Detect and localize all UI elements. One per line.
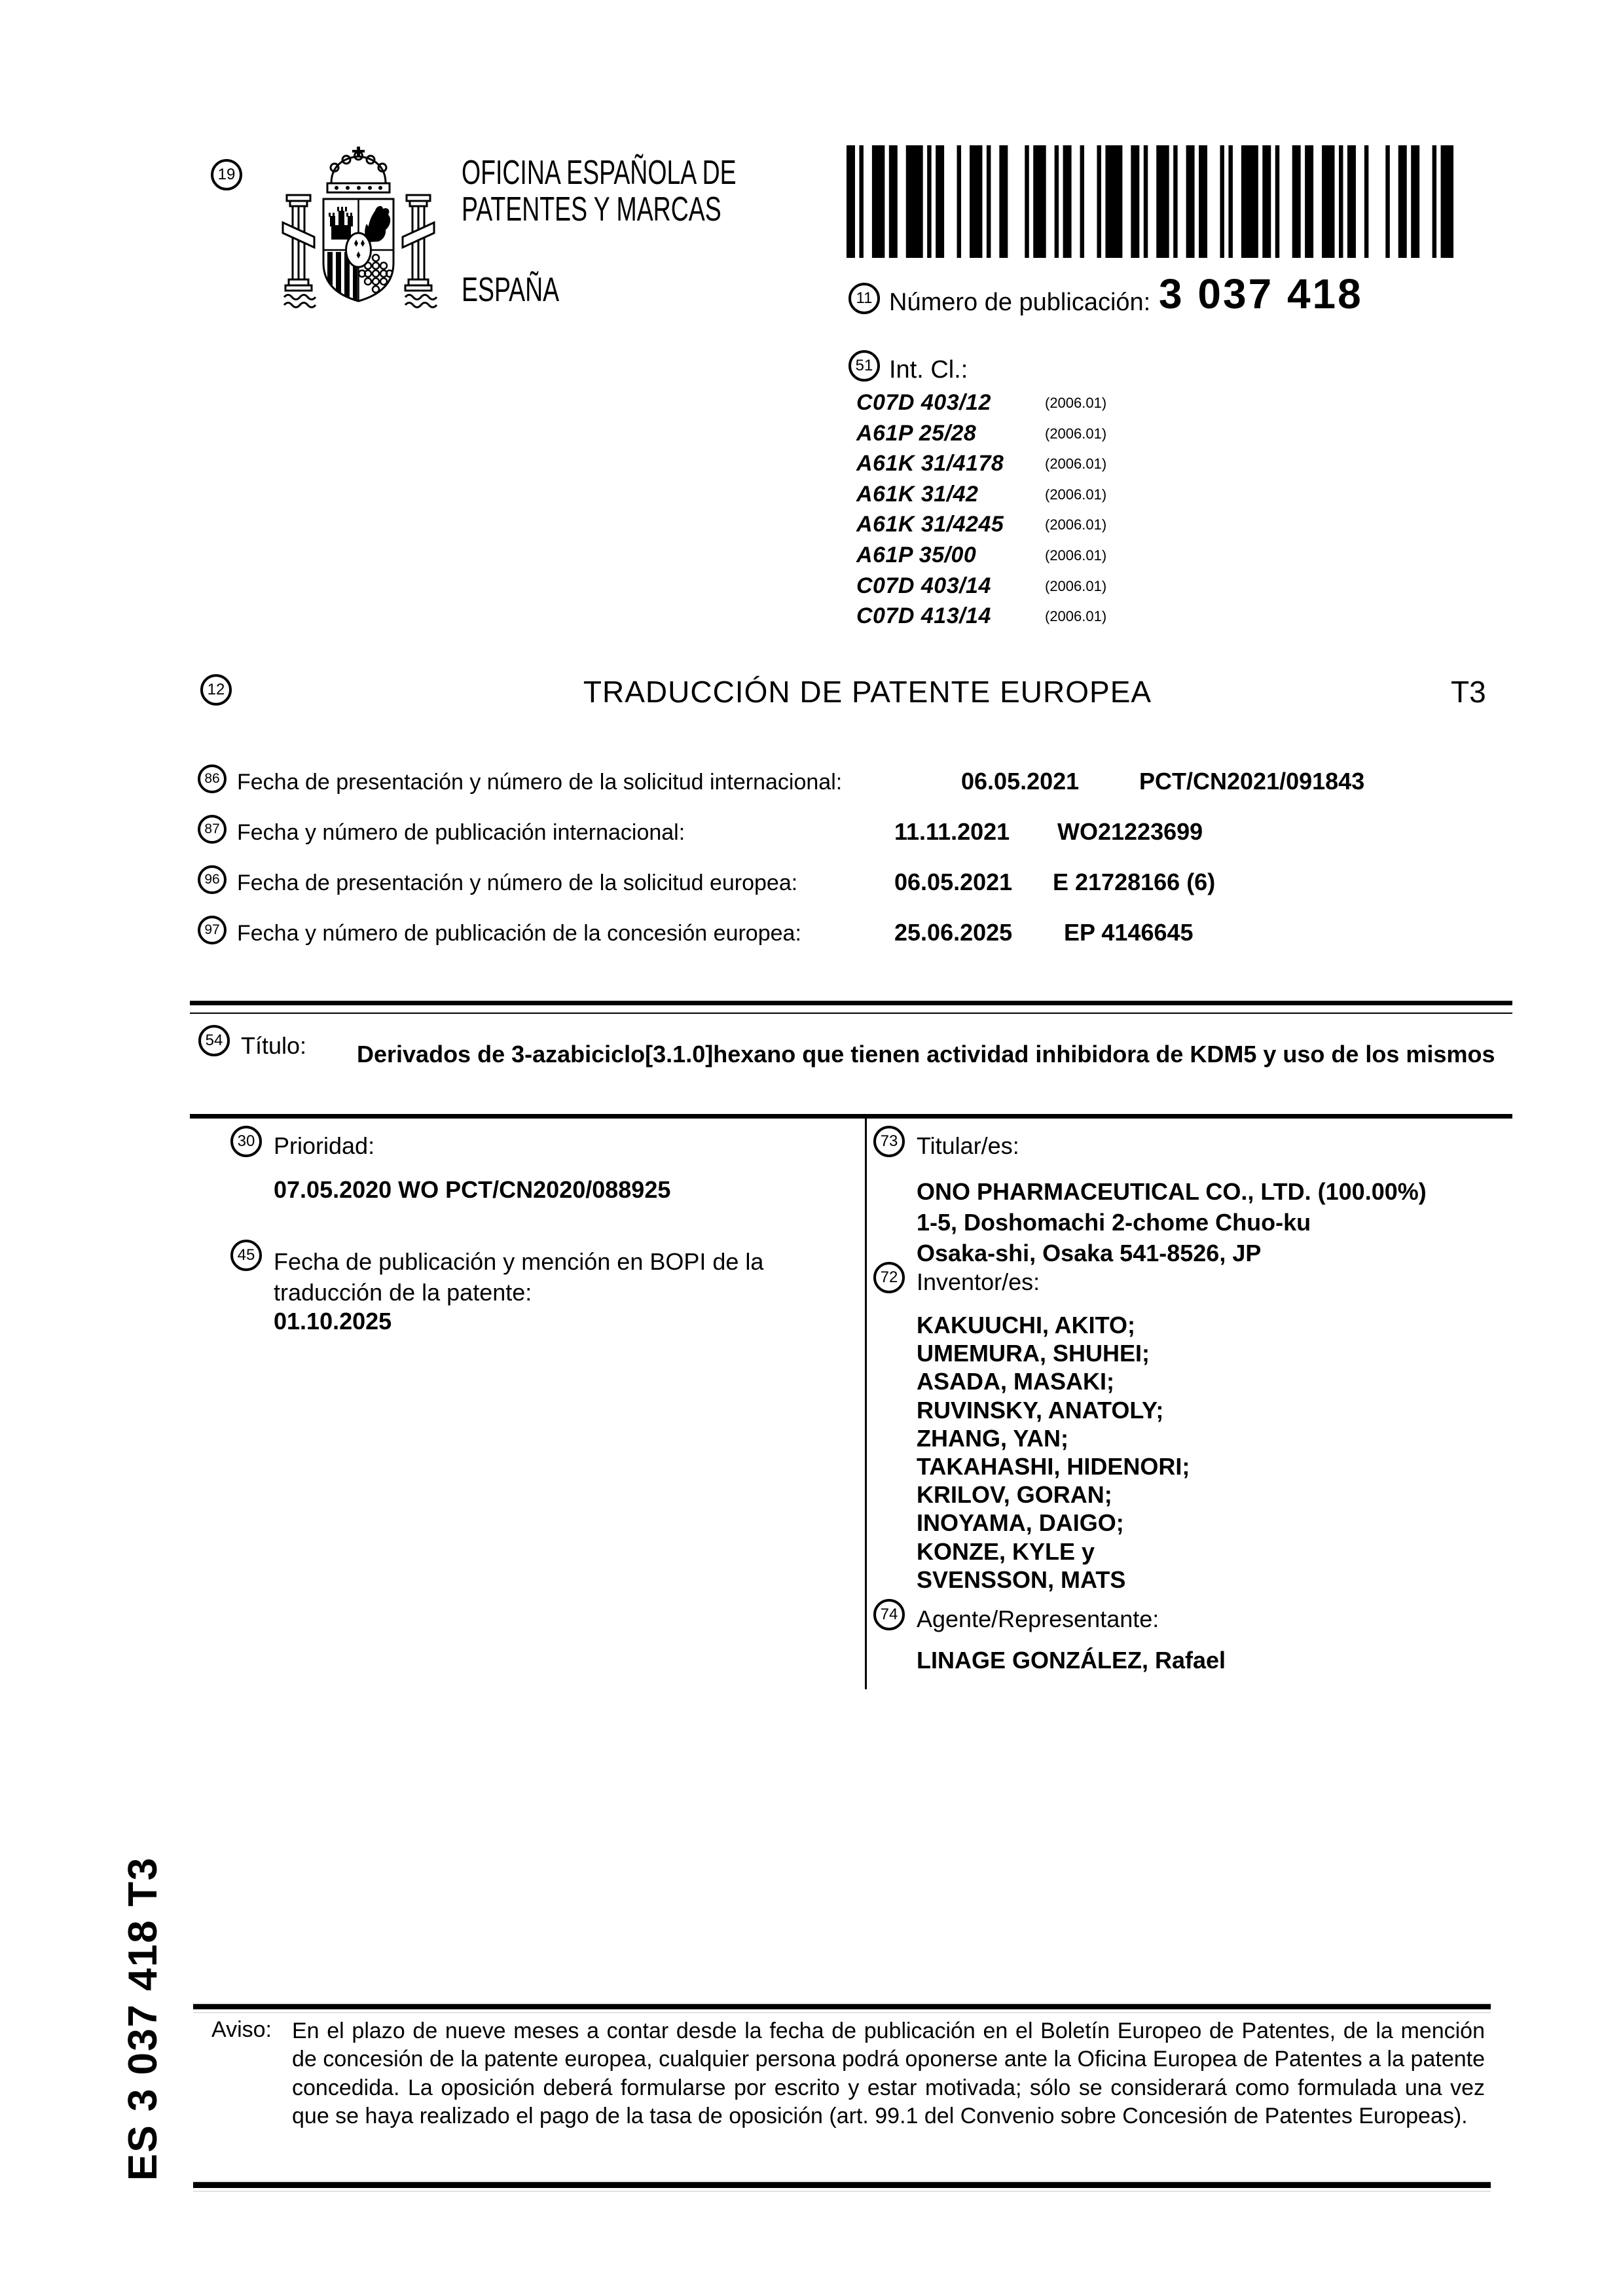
spanish-coat-of-arms xyxy=(268,145,448,322)
publication-number-label: Número de publicación: xyxy=(889,289,1151,316)
office-name xyxy=(462,154,737,228)
inid-86-circle xyxy=(198,764,227,793)
inid-51-number: 51 xyxy=(855,357,873,374)
int-cl-code: C07D 403/12 xyxy=(856,390,991,415)
inventors-label: Inventor/es: xyxy=(917,1268,1040,1295)
int-cl-version: (2006.01) xyxy=(1045,577,1107,594)
filing-row-96 xyxy=(198,868,1501,901)
filing-label: Fecha y número de publicación de la concesión europea: xyxy=(237,921,801,946)
inid-73-circle xyxy=(873,1126,905,1157)
priority-label: Prioridad: xyxy=(274,1132,375,1159)
inid-74-number: 74 xyxy=(880,1605,898,1623)
int-cl-entry xyxy=(856,421,1197,452)
bopi-label: Fecha de publicación y mención en BOPI de la traducción de la patente: xyxy=(274,1248,764,1306)
filing-label: Fecha de presentación y número de la solicitud internacional: xyxy=(237,770,843,795)
inventor-name: TAKAHASHI, HIDENORI; xyxy=(917,1453,1190,1480)
notice-label: Aviso: xyxy=(211,2017,272,2042)
inid-72-number: 72 xyxy=(880,1268,898,1286)
int-cl-version: (2006.01) xyxy=(1045,547,1107,564)
inid-11-number: 11 xyxy=(856,289,873,307)
int-cl-code: A61P 35/00 xyxy=(856,542,977,567)
rule-below-title xyxy=(190,1114,1512,1119)
publication-number-value: 3 037 418 xyxy=(1159,270,1363,317)
int-cl-entry xyxy=(856,482,1197,512)
inid-87-circle xyxy=(198,815,227,844)
int-cl-entry xyxy=(856,451,1197,482)
filing-value: WO21223699 xyxy=(1057,818,1203,845)
inid-73-number: 73 xyxy=(880,1132,898,1150)
inid-97-circle xyxy=(198,916,227,944)
inid-11-circle xyxy=(848,283,880,314)
invention-title: Derivados de 3-azabiciclo[3.1.0]hexano que tienen actividad inhibidora de KDM5 y uso de los mismos xyxy=(357,1041,1495,1067)
int-cl-version: (2006.01) xyxy=(1045,608,1107,625)
filing-date: 06.05.2021 xyxy=(894,869,1013,895)
rule-above-title xyxy=(190,1001,1512,1014)
rule-page-bottom xyxy=(193,2181,1491,2192)
holder-address-line2: Osaka-shi, Osaka 541-8526, JP xyxy=(917,1240,1262,1266)
office-name-line1: OFICINA ESPAÑOLA DE xyxy=(462,154,737,192)
inid-12-circle xyxy=(200,674,232,706)
inid-12-number: 12 xyxy=(207,681,225,698)
filing-row-87 xyxy=(198,817,1501,850)
int-cl-code: C07D 403/14 xyxy=(856,573,991,598)
filing-date: 06.05.2021 xyxy=(961,768,1080,795)
inid-74-circle xyxy=(873,1599,905,1630)
filing-row-86 xyxy=(198,767,1501,800)
inid-19-circle xyxy=(211,159,242,190)
inventor-name: ASADA, MASAKI; xyxy=(917,1368,1114,1395)
inventor-name: KRILOV, GORAN; xyxy=(917,1481,1112,1509)
int-cl-entry xyxy=(856,573,1197,604)
int-cl-version: (2006.01) xyxy=(1045,516,1107,533)
int-cl-list xyxy=(856,390,1197,634)
inid-30-circle xyxy=(230,1126,262,1157)
filing-date: 25.06.2025 xyxy=(894,919,1013,946)
document-type-title: TRADUCCIÓN DE PATENTE EUROPEA xyxy=(583,675,1152,709)
pillar-left xyxy=(283,195,316,308)
inventor-name: ZHANG, YAN; xyxy=(917,1424,1069,1452)
filing-label: Fecha de presentación y número de la solicitud europea: xyxy=(237,870,798,895)
int-cl-version: (2006.01) xyxy=(1045,425,1107,442)
inid-30-number: 30 xyxy=(237,1132,255,1150)
holder-block xyxy=(917,1176,1427,1268)
inid-45-circle xyxy=(230,1240,262,1271)
country-name: ESPAÑA xyxy=(462,271,560,309)
inventor-name: SVENSSON, MATS xyxy=(917,1566,1126,1593)
inventor-name: UMEMURA, SHUHEI; xyxy=(917,1340,1150,1367)
int-cl-code: A61P 25/28 xyxy=(856,420,977,446)
crown-icon xyxy=(327,147,390,192)
inid-54-circle xyxy=(198,1025,230,1056)
inid-45-number: 45 xyxy=(237,1246,255,1264)
filing-row-97 xyxy=(198,918,1501,951)
inid-86-number: 86 xyxy=(204,771,220,786)
inid-97-number: 97 xyxy=(204,922,220,937)
int-cl-code: C07D 413/14 xyxy=(856,603,991,629)
int-cl-entry xyxy=(856,390,1197,421)
inid-96-number: 96 xyxy=(204,872,220,887)
filing-date: 11.11.2021 xyxy=(894,818,1010,845)
column-divider xyxy=(865,1119,867,1689)
pillar-right xyxy=(403,195,437,308)
inventors-list xyxy=(917,1311,1190,1594)
bopi-date: 01.10.2025 xyxy=(274,1308,392,1335)
inventor-name: RUVINSKY, ANATOLY; xyxy=(917,1396,1164,1424)
inid-96-circle xyxy=(198,865,227,894)
int-cl-code: A61K 31/4245 xyxy=(856,512,1004,537)
filing-value: EP 4146645 xyxy=(1064,919,1194,946)
agent-name: LINAGE GONZÁLEZ, Rafael xyxy=(917,1647,1226,1674)
shield xyxy=(323,199,393,301)
int-cl-code: A61K 31/42 xyxy=(856,481,979,507)
holder-name: ONO PHARMACEUTICAL CO., LTD. (100.00%) xyxy=(917,1178,1427,1205)
int-cl-version: (2006.01) xyxy=(1045,486,1107,503)
notice-text: En el plazo de nueve meses a contar desde la fecha de publicación en el Boletín Europeo de Patentes, de la mención de concesión de la patente europea, cualquier persona podrá oponerse ante la Oficina Europea de Patentes a la patente concedida. La oposición deberá formularse por escrito y estar motivada; sólo se considerará como formulada una vez que se haya realizado el pago de la tasa de oposición (art. 99.1 del Convenio sobre Concesión de Patentes Europeas). xyxy=(292,2018,1485,2129)
int-cl-version: (2006.01) xyxy=(1045,395,1107,411)
inid-19-number: 19 xyxy=(217,166,236,183)
agent-label: Agente/Representante: xyxy=(917,1605,1159,1632)
inventor-name: KONZE, KYLE y xyxy=(917,1537,1095,1565)
inventor-name: INOYAMA, DAIGO; xyxy=(917,1509,1124,1537)
filing-value: E 21728166 (6) xyxy=(1053,869,1216,895)
barcode xyxy=(847,145,1462,258)
holder-label: Titular/es: xyxy=(917,1132,1019,1159)
inid-54-number: 54 xyxy=(205,1031,223,1049)
int-cl-entry xyxy=(856,512,1197,543)
title-label: Título: xyxy=(241,1032,307,1059)
int-cl-version: (2006.01) xyxy=(1045,456,1107,473)
inid-72-circle xyxy=(873,1262,905,1293)
inventor-name: KAKUUCHI, AKITO; xyxy=(917,1312,1135,1338)
filing-label: Fecha y número de publicación internacional: xyxy=(237,820,685,845)
sidebar-publication-code: ES 3 037 418 T3 xyxy=(120,1856,166,2181)
int-cl-code: A61K 31/4178 xyxy=(856,451,1004,476)
filing-value: PCT/CN2021/091843 xyxy=(1139,768,1365,795)
document-kind-code: T3 xyxy=(1451,675,1486,709)
priority-value: 07.05.2020 WO PCT/CN2020/088925 xyxy=(274,1176,671,1203)
office-name-line2: PATENTES Y MARCAS xyxy=(462,190,721,228)
int-cl-label: Int. Cl.: xyxy=(889,356,968,384)
holder-address-line1: 1-5, Doshomachi 2-chome Chuo-ku xyxy=(917,1209,1311,1236)
inid-87-number: 87 xyxy=(204,821,220,836)
int-cl-entry xyxy=(856,543,1197,573)
rule-above-notice xyxy=(193,2003,1491,2013)
int-cl-entry xyxy=(856,603,1197,634)
inid-51-circle xyxy=(848,350,880,382)
